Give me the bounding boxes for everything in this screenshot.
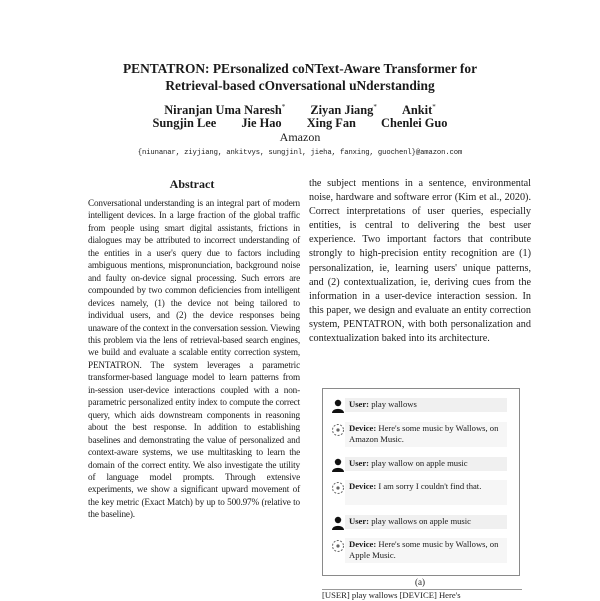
dialogue-figure: User: play wallows Device: Here's some music by Wallows, on Amazon Music. User: play wallow on apple music Device: I am sorry I couldn't find that. User: play wallows on apple music Device: Here's some music by Wallows, on Apple Music.: [322, 388, 520, 576]
author-emails: {niunanar, ziyjiang, ankitvys, sungjinl, jieha, fanxing, guochenl}@amazon.com: [137, 149, 463, 157]
author: Jie Hao: [241, 116, 282, 130]
author: Sungjin Lee: [152, 116, 217, 130]
paper-title: [60, 60, 540, 94]
figure-b-text: [USER] play wallows [DEVICE] Here's: [322, 589, 522, 601]
authors-row-2: [80, 115, 520, 131]
author: Ziyan Jiang*: [310, 103, 377, 118]
author: Chenlei Guo: [381, 116, 448, 130]
title-line-1: PENTATRON: PErsonalized coNText-Aware Transformer for: [122, 61, 478, 76]
title-line-2: Retrieval-based cOnversational uNderstanding: [165, 78, 435, 93]
affiliation: Amazon: [279, 130, 321, 144]
user-icon: [331, 516, 345, 530]
user-icon: [331, 399, 345, 413]
author: Ankit*: [401, 103, 436, 118]
author: Xing Fan: [306, 116, 356, 130]
user-icon: [331, 458, 345, 472]
abstract-heading: Abstract: [169, 177, 215, 191]
figure-caption: (a): [415, 577, 425, 587]
device-icon: [331, 423, 345, 437]
intro-paragraph: the subject mentions in a sentence, environmental noise, hardware and software error (Kim et al., 2020). Correct interpretations of user queries, especially entities, is central to delivering the best user experience. Two important factors that contribute strongly to high-precision entity recognition are (1) personalization, ie, learning users' unique patterns, and (2) contextualization, ie, deriving cues from the information in a user-device interaction session. In this paper, we design and evaluate an entity correction system, PENTATRON, with both personalization and contextualization baked into its architecture.: [309, 178, 531, 345]
device-icon: [331, 539, 345, 553]
author: Niranjan Uma Naresh*: [164, 103, 286, 118]
abstract-text: Conversational understanding is an integral part of modern intelligent devices. In a large fraction of the global traffic from people using smart digital assistants, frictions in dialogues may be attributed to incorrect understanding of the entities in a user's query due to factors including ambiguous mentions, mispronunciation, background noise and faulty on-device signal processing. Such errors are compounded by two common deficiencies from intelligent devices namely, (1) the device not being tailored to individual users, and (2) the device responses being unaware of the context in the conversation session. Viewing this problem via the lens of retrieval-based search engines, we build and evaluate a scalable entity correction system, PENTATRON. The system leverages a parametric transformer-based language model to learn patterns from in-session user-device interactions coupled with a non-parametric personalized entity index to compute the correct query, which aids downstream components in reasoning about the best response. In addition to establishing baselines and demonstrating the value of personalized and context-aware systems, we use multitasking to learn the domain of the correct entity. We also investigate the utility of language model prompts. Through extensive experiments, we show a significant upward movement of the key metric (Exact Match) by up to 500.97% (relative to the baseline).: [88, 198, 300, 520]
device-icon: [331, 481, 345, 495]
